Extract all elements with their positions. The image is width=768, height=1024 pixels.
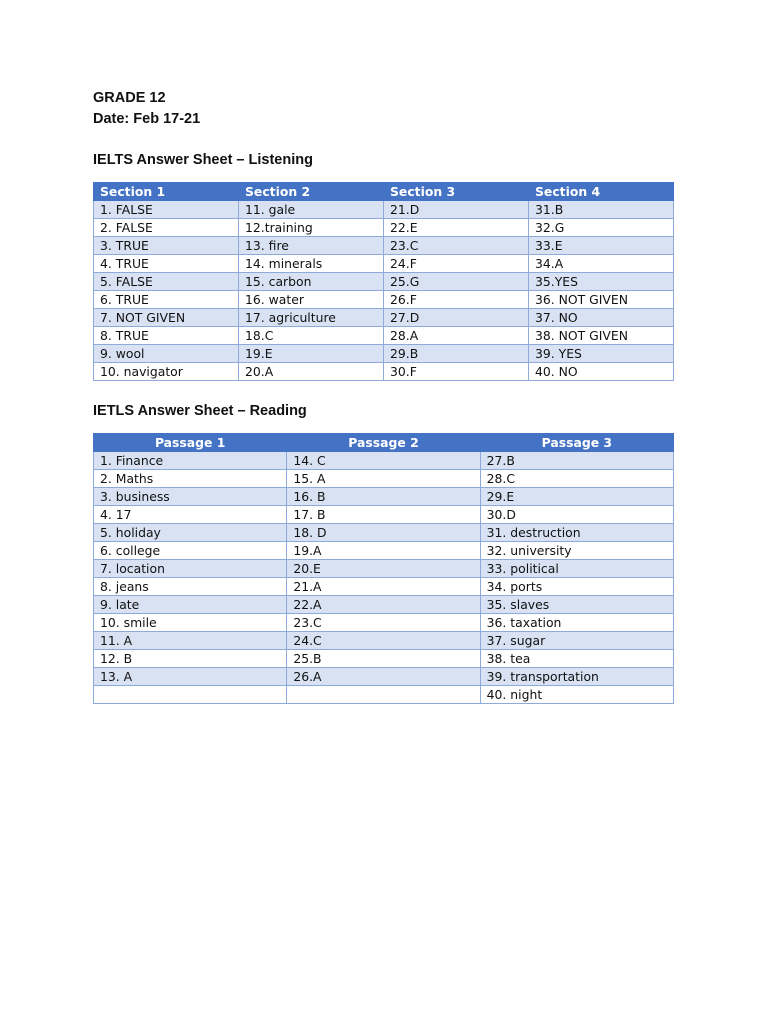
table-row bbox=[94, 488, 674, 506]
table-cell bbox=[287, 686, 480, 704]
table-cell: 26.A bbox=[287, 668, 480, 686]
table-row bbox=[94, 632, 674, 650]
table-cell bbox=[94, 686, 287, 704]
table-row bbox=[94, 614, 674, 632]
table-cell: 29.E bbox=[480, 488, 673, 506]
table-cell: 20.E bbox=[287, 560, 480, 578]
table-cell: 34.A bbox=[529, 255, 674, 273]
table-cell: 31. destruction bbox=[480, 524, 673, 542]
table-cell: 9. late bbox=[94, 596, 287, 614]
table-cell: 17. agriculture bbox=[239, 309, 384, 327]
table-cell: 36. taxation bbox=[480, 614, 673, 632]
table-cell: 12.training bbox=[239, 219, 384, 237]
table-cell: 28.C bbox=[480, 470, 673, 488]
table-cell: 7. location bbox=[94, 560, 287, 578]
table-cell: 16. B bbox=[287, 488, 480, 506]
reading-col-header: Passage 3 bbox=[480, 434, 673, 452]
table-cell: 25.G bbox=[384, 273, 529, 291]
table-cell: 2. Maths bbox=[94, 470, 287, 488]
table-row bbox=[94, 542, 674, 560]
listening-col-header: Section 1 bbox=[94, 183, 239, 201]
table-cell: 19.E bbox=[239, 345, 384, 363]
table-cell: 15. carbon bbox=[239, 273, 384, 291]
table-cell: 11. gale bbox=[239, 201, 384, 219]
table-cell: 17. B bbox=[287, 506, 480, 524]
table-cell: 9. wool bbox=[94, 345, 239, 363]
table-row bbox=[94, 668, 674, 686]
table-cell: 4. TRUE bbox=[94, 255, 239, 273]
table-row bbox=[94, 452, 674, 470]
table-cell: 5. FALSE bbox=[94, 273, 239, 291]
table-cell: 32. university bbox=[480, 542, 673, 560]
table-cell: 39. YES bbox=[529, 345, 674, 363]
table-cell: 18. D bbox=[287, 524, 480, 542]
table-cell: 24.C bbox=[287, 632, 480, 650]
table-cell: 3. TRUE bbox=[94, 237, 239, 255]
table-row bbox=[94, 309, 674, 327]
table-cell: 22.A bbox=[287, 596, 480, 614]
reading-header-row bbox=[94, 434, 674, 452]
table-cell: 24.F bbox=[384, 255, 529, 273]
table-cell: 6. TRUE bbox=[94, 291, 239, 309]
listening-col-header: Section 2 bbox=[239, 183, 384, 201]
table-cell: 35.YES bbox=[529, 273, 674, 291]
table-row bbox=[94, 524, 674, 542]
table-row bbox=[94, 578, 674, 596]
table-cell: 8. jeans bbox=[94, 578, 287, 596]
table-cell: 26.F bbox=[384, 291, 529, 309]
table-row bbox=[94, 506, 674, 524]
table-cell: 27.D bbox=[384, 309, 529, 327]
table-cell: 35. slaves bbox=[480, 596, 673, 614]
reading-col-header: Passage 2 bbox=[287, 434, 480, 452]
table-cell: 38. NOT GIVEN bbox=[529, 327, 674, 345]
table-cell: 30.D bbox=[480, 506, 673, 524]
listening-col-header: Section 3 bbox=[384, 183, 529, 201]
table-row bbox=[94, 345, 674, 363]
table-cell: 33.E bbox=[529, 237, 674, 255]
table-row bbox=[94, 686, 674, 704]
table-row bbox=[94, 650, 674, 668]
table-cell: 1. FALSE bbox=[94, 201, 239, 219]
table-cell: 36. NOT GIVEN bbox=[529, 291, 674, 309]
table-cell: 11. A bbox=[94, 632, 287, 650]
table-cell: 1. Finance bbox=[94, 452, 287, 470]
table-cell: 23.C bbox=[384, 237, 529, 255]
table-row bbox=[94, 363, 674, 381]
date-heading: Date: Feb 17-21 bbox=[93, 111, 201, 127]
table-cell: 13. fire bbox=[239, 237, 384, 255]
document-page bbox=[93, 88, 674, 704]
table-cell: 19.A bbox=[287, 542, 480, 560]
table-cell: 21.D bbox=[384, 201, 529, 219]
reading-table bbox=[93, 433, 674, 704]
table-cell: 39. transportation bbox=[480, 668, 673, 686]
table-cell: 33. political bbox=[480, 560, 673, 578]
table-cell: 14. minerals bbox=[239, 255, 384, 273]
table-cell: 38. tea bbox=[480, 650, 673, 668]
table-cell: 15. A bbox=[287, 470, 480, 488]
listening-title: IELTS Answer Sheet – Listening bbox=[93, 152, 313, 168]
table-cell: 23.C bbox=[287, 614, 480, 632]
table-cell: 21.A bbox=[287, 578, 480, 596]
table-row bbox=[94, 219, 674, 237]
table-cell: 12. B bbox=[94, 650, 287, 668]
table-cell: 7. NOT GIVEN bbox=[94, 309, 239, 327]
listening-table bbox=[93, 182, 674, 381]
table-row bbox=[94, 596, 674, 614]
table-row bbox=[94, 201, 674, 219]
table-cell: 5. holiday bbox=[94, 524, 287, 542]
reading-title: IETLS Answer Sheet – Reading bbox=[93, 403, 307, 419]
table-cell: 31.B bbox=[529, 201, 674, 219]
table-cell: 28.A bbox=[384, 327, 529, 345]
table-cell: 10. smile bbox=[94, 614, 287, 632]
table-cell: 20.A bbox=[239, 363, 384, 381]
table-cell: 22.E bbox=[384, 219, 529, 237]
table-row bbox=[94, 291, 674, 309]
table-row bbox=[94, 327, 674, 345]
table-cell: 40. NO bbox=[529, 363, 674, 381]
table-cell: 32.G bbox=[529, 219, 674, 237]
table-cell: 29.B bbox=[384, 345, 529, 363]
table-cell: 25.B bbox=[287, 650, 480, 668]
table-cell: 8. TRUE bbox=[94, 327, 239, 345]
table-cell: 18.C bbox=[239, 327, 384, 345]
table-cell: 37. NO bbox=[529, 309, 674, 327]
table-row bbox=[94, 255, 674, 273]
table-cell: 37. sugar bbox=[480, 632, 673, 650]
table-cell: 16. water bbox=[239, 291, 384, 309]
table-cell: 40. night bbox=[480, 686, 673, 704]
grade-heading: GRADE 12 bbox=[93, 90, 166, 106]
listening-col-header: Section 4 bbox=[529, 183, 674, 201]
table-row bbox=[94, 470, 674, 488]
table-cell: 2. FALSE bbox=[94, 219, 239, 237]
table-row bbox=[94, 237, 674, 255]
table-cell: 6. college bbox=[94, 542, 287, 560]
reading-col-header: Passage 1 bbox=[94, 434, 287, 452]
table-row bbox=[94, 273, 674, 291]
table-cell: 27.B bbox=[480, 452, 673, 470]
listening-header-row bbox=[94, 183, 674, 201]
table-cell: 30.F bbox=[384, 363, 529, 381]
table-row bbox=[94, 560, 674, 578]
table-cell: 13. A bbox=[94, 668, 287, 686]
table-cell: 4. 17 bbox=[94, 506, 287, 524]
table-cell: 3. business bbox=[94, 488, 287, 506]
table-cell: 10. navigator bbox=[94, 363, 239, 381]
table-cell: 14. C bbox=[287, 452, 480, 470]
table-cell: 34. ports bbox=[480, 578, 673, 596]
